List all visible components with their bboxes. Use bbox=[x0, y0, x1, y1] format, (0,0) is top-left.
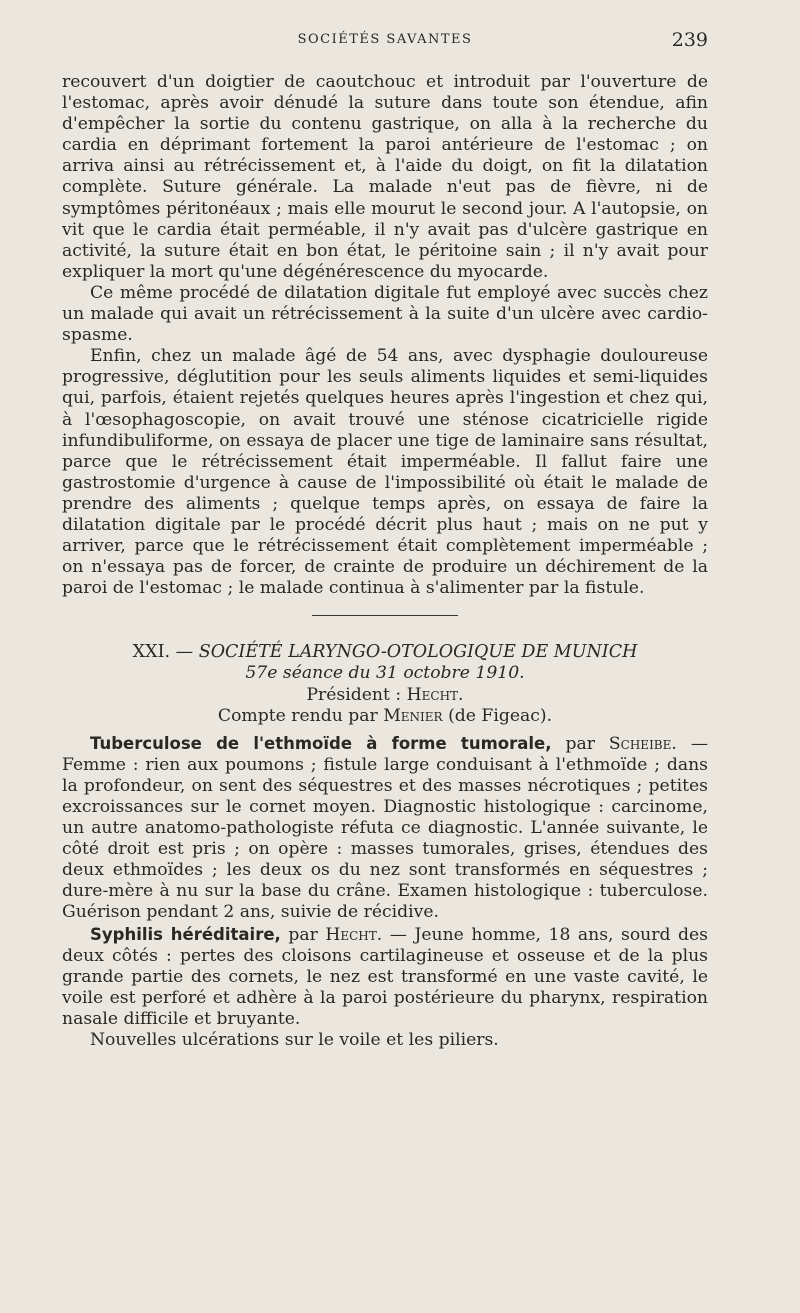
section-heading bbox=[62, 642, 708, 663]
last-line: Nouvelles ulcérations sur le voile et les piliers. bbox=[90, 1030, 499, 1051]
communication-author: Hecht. bbox=[325, 924, 383, 945]
communication-title: Tuberculose de l'ethmoïde à forme tumorale, bbox=[90, 733, 552, 753]
body-text bbox=[62, 72, 708, 1051]
communication-syphilis bbox=[62, 924, 708, 1030]
communication-text: — Jeune homme, 18 ans, sourd des deux côtés : pertes des cloisons cartilagineuse et osseuse et de la plus grande partie des cornets, le nez est transformé en une vaste cavité, le voile est perforé et adhère à la paroi postérieure du pharynx, respiration nasale difficile et bruyante. bbox=[62, 924, 708, 1029]
president-line bbox=[62, 685, 708, 706]
communication-by: par bbox=[565, 733, 595, 754]
page-number: 239 bbox=[671, 29, 708, 51]
running-title: SOCIÉTÉS SAVANTES bbox=[297, 32, 473, 47]
report-line bbox=[62, 706, 708, 727]
communication-title: Syphilis héréditaire, bbox=[90, 924, 281, 944]
section-divider bbox=[312, 615, 458, 616]
communication-author: Scheibe. bbox=[608, 733, 677, 754]
president-name: Hecht. bbox=[406, 684, 464, 705]
president-label: Président : bbox=[306, 684, 402, 705]
report-label: Compte rendu par bbox=[217, 705, 378, 726]
paragraph-cardio-spasme: Ce même procédé de dilatation digitale fut employé avec succès chez un malade qui avait un rétrécissement à la suite d'un ulcère avec cardio-spasme. bbox=[62, 282, 708, 346]
report-place: (de Figeac). bbox=[448, 705, 553, 726]
communication-tuberculose bbox=[62, 733, 708, 924]
session-line: 57e séance du 31 octobre 1910. bbox=[245, 663, 525, 684]
report-author: Menier bbox=[383, 705, 443, 726]
communication-by: par bbox=[288, 924, 318, 945]
section-number: XXI. — bbox=[132, 642, 194, 663]
paragraph-continuation: recouvert d'un doigtier de caoutchouc et introduit par l'ouverture de l'estomac, après avoir dénudé la suture dans toute son étendue, afin d'empêcher la sortie du contenu gastrique, on alla à la recherche du cardia en déprimant fortement la paroi antérieure de l'estomac ; on arriva ainsi au rétrécissement et, à l'aide du doigt, on fit la dilatation complète. Suture générale. La malade n'eut pas de fièvre, ni de symptômes péritonéaux ; mais elle mourut le second jour. A l'autopsie, on vit que le cardia était perméable, il n'y avait pas d'ulcère gastrique en activité, la suture était en bon état, le péritoine sain ; il n'y avait pour expliquer la mort qu'une dégénérescence du myocarde. bbox=[62, 72, 708, 282]
communication-text: — Femme : rien aux poumons ; fistule large conduisant à l'ethmoïde ; dans la profondeur, on sent des séquestres et des masses nécrotiques ; petites excroissances sur le cornet moyen. Diagnostic histologique : carcinome, un autre anatomo-pathologiste réfuta ce diagnostic. L'année suivante, le côté droit est pris ; on opère : masses tumorales, grises, étendues des deux ethmoïdes ; les deux os du nez sont transformés en séquestres ; dure-mère à nu sur la base du crâne. Examen histologique : tuberculose. Guérison pendant 2 ans, suivie de récidive. bbox=[62, 733, 709, 923]
paragraph-enfin: Enfin, chez un malade âgé de 54 ans, avec dysphagie douloureuse progressive, déglutition pour les seuls aliments liquides et semi-liquides qui, parfois, étaient rejetés quelques heures après l'ingestion et chez qui, à l'œsophagoscopie, on avait trouvé une sténose cicatricielle rigide infundibuliforme, on essaya de placer une tige de laminaire sans résultat, parce que le rétrécissement était imperméable. Il fallut faire une gastrostomie d'urgence à cause de l'impossibilité où était le malade de prendre des aliments ; quelque temps après, on essaya de faire la dilatation digitale par le procédé décrit plus haut ; mais on ne put y arriver, parce que le rétrécissement était complètement imperméable ; on n'essaya pas de forcer, de crainte de produire un déchirement de la paroi de l'estomac ; le malade continua à s'alimenter par la fistule. bbox=[62, 346, 708, 599]
society-name: SOCIÉTÉ LARYNGO-OTOLOGIQUE DE MUNICH bbox=[198, 642, 638, 663]
running-head bbox=[62, 29, 708, 56]
